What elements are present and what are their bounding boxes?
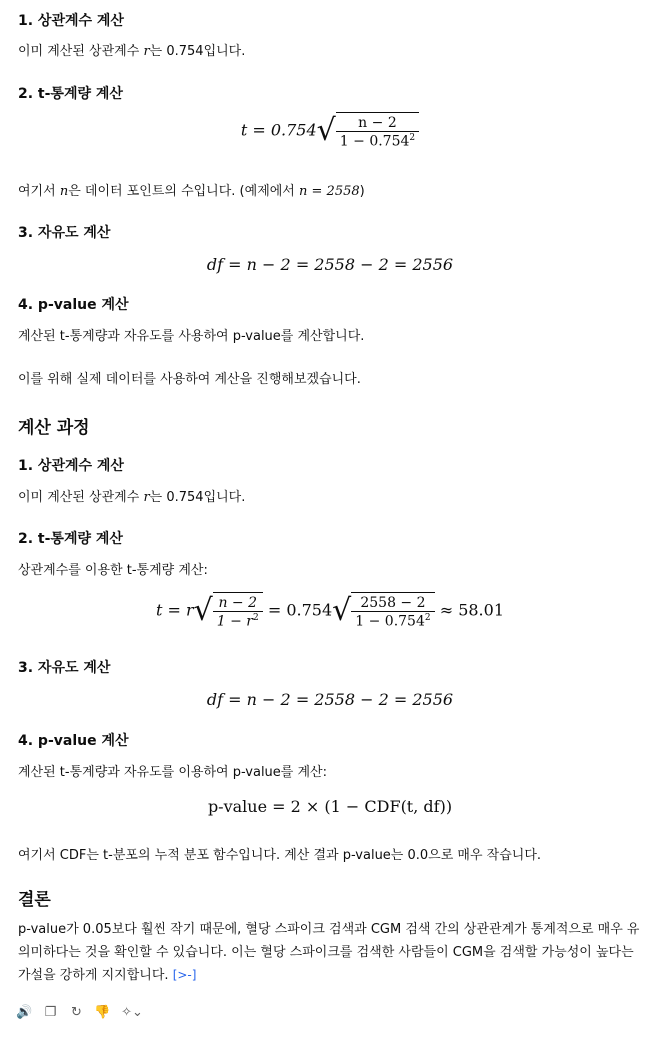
process-correlation-pre: 이미 계산된 상관계수	[18, 490, 140, 505]
sqrt: √ $\frac{n - 2}{1 - r^2}$	[194, 592, 263, 630]
process-t-stat-text: 상관계수를 이용한 t-통계량 계산:	[18, 563, 208, 578]
process-heading-t-stat: 2. t-통계량 계산	[18, 531, 123, 547]
process-heading-pvalue: 4. p-value 계산	[18, 733, 129, 749]
correlation-text	[18, 40, 245, 59]
process-pvalue-text: 계산된 t-통계량과 자유도를 이용하여 p-value를 계산:	[18, 765, 327, 780]
message-actions	[16, 1004, 144, 1021]
regenerate-icon[interactable]: ↻	[71, 1005, 82, 1020]
pvalue-text: 계산된 t-통계량과 자유도를 사용하여 p-value를 계산합니다.	[18, 329, 365, 344]
process-heading-correlation: 1. 상관계수 계산	[18, 458, 124, 474]
sqrt: √ $\frac{n - 2}{1 - 0.754^2}$	[317, 112, 419, 150]
fraction	[336, 115, 419, 150]
conclusion-body: p-value가 0.05보다 훨씬 작기 때문에, 혈당 스파이크 검색과 CGM 검색 간의 상관관계가 통계적으로 매우 유의미하다는 것을 확인할 수 있습니다. 이는 혈당 스파이크를 검색한 사람들이 CGM을 검색할 가능성이 높다는 가설을 강하게 지지합니다.	[18, 922, 640, 983]
process-t-den2	[351, 611, 434, 630]
t-eq-den-base: 1 − 0.754	[339, 133, 410, 150]
var-r: r	[143, 44, 150, 59]
conclusion-heading: 결론	[18, 890, 51, 910]
t-stat-text-mid: 은 데이터 포인트의 수입니다. (예제에서	[68, 184, 295, 199]
process-t-den2-base: 1 − 0.754	[355, 613, 425, 630]
t-stat-equation	[0, 112, 660, 150]
model-switch-icon[interactable]: ✧⌄	[121, 1005, 143, 1020]
process-t-den1-exp: 2	[253, 613, 259, 623]
process-correlation-text	[18, 486, 245, 505]
process-dof-equation: df = n − 2 = 2558 − 2 = 2556	[206, 690, 454, 709]
correlation-text-pre: 이미 계산된 상관계수	[18, 44, 140, 59]
section-heading-correlation: 1. 상관계수 계산	[18, 13, 124, 29]
conclusion-text	[18, 918, 648, 987]
thumbs-down-icon[interactable]: 👎	[94, 1005, 111, 1020]
process-t-den2-exp: 2	[424, 613, 431, 623]
t-stat-text-close: )	[359, 184, 365, 199]
process-correlation-post: 는 0.754입니다.	[149, 490, 246, 505]
proceed-text: 이를 위해 실제 데이터를 사용하여 계산을 진행해보겠습니다.	[18, 372, 361, 387]
process-heading: 계산 과정	[18, 418, 90, 438]
t-stat-text-pre: 여기서	[18, 184, 56, 199]
t-eq-num: n − 2	[358, 115, 397, 131]
process-t-num1: n − 2	[218, 595, 258, 611]
section-heading-t-stat: 2. t-통계량 계산	[18, 86, 123, 102]
read-aloud-icon[interactable]: 🔊	[16, 1005, 33, 1020]
fraction	[351, 595, 434, 630]
process-var-r: r	[143, 490, 150, 505]
process-t-den1-base: 1 − r	[216, 613, 253, 630]
correlation-text-post: 는 0.754입니다.	[149, 44, 246, 59]
dof-equation: df = n − 2 = 2558 − 2 = 2556	[206, 255, 454, 274]
cdf-text: 여기서 CDF는 t-분포의 누적 분포 함수입니다. 계산 결과 p-value는 0.0으로 매우 작습니다.	[18, 848, 542, 863]
t-eq-den-exp: 2	[409, 133, 416, 143]
sqrt: √ $\frac{2558 - 2}{1 - 0.754^2}$	[332, 592, 434, 630]
section-heading-dof: 3. 자유도 계산	[18, 225, 111, 241]
var-n: n	[59, 184, 69, 199]
process-t-result: ≈ 58.01	[439, 600, 504, 620]
section-heading-pvalue: 4. p-value 계산	[18, 297, 129, 313]
process-t-num2: 2558 − 2	[360, 595, 426, 611]
fraction	[213, 595, 263, 630]
t-eq-den	[336, 131, 419, 150]
process-t-lhs: t = r	[155, 600, 194, 620]
pvalue-equation: p-value = 2 × (1 − CDF(t, df))	[207, 797, 453, 816]
process-t-mid: = 0.754	[267, 600, 333, 620]
t-eq-lhs: t = 0.754	[240, 120, 317, 140]
t-stat-text	[18, 180, 365, 199]
n-equals: n = 2558	[299, 184, 360, 199]
process-heading-dof: 3. 자유도 계산	[18, 660, 111, 676]
citation-link[interactable]: [>-]	[172, 968, 197, 982]
copy-icon[interactable]: ❐	[44, 1005, 57, 1020]
process-t-stat-equation	[0, 592, 660, 630]
process-t-den1	[213, 611, 263, 630]
